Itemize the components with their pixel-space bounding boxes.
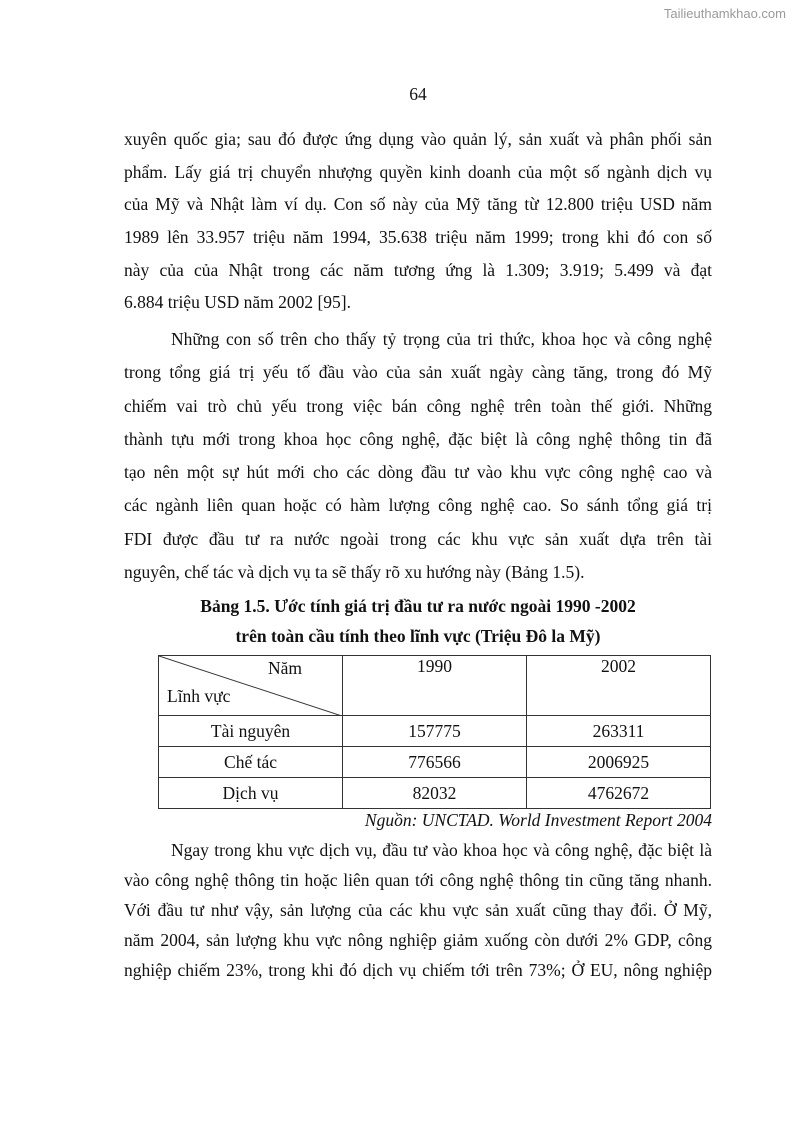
header-year-1990: 1990: [343, 656, 527, 716]
table-row: [159, 716, 711, 747]
text-line: nguyên, chế tác và dịch vụ ta sẽ thấy rõ xu hướng này (Bảng 1.5).: [124, 562, 585, 583]
text-line: xuyên quốc gia; sau đó được ứng dụng vào quản lý, sản xuất và phân phối sản: [124, 129, 712, 149]
text-line: 1989 lên 33.957 triệu năm 1994, 35.638 triệu năm 1999; trong khi đó con số: [124, 227, 712, 248]
table-source: Nguồn: UNCTAD. World Investment Report 2004: [364, 810, 712, 830]
table-caption-line-1: Bảng 1.5. Ước tính giá trị đầu tư ra nước ngoài 1990 -2002: [200, 596, 636, 616]
text-line: thành tựu mới trong khoa học công nghệ, đặc biệt là công nghệ thông tin đã: [124, 428, 712, 449]
header-year-2002: 2002: [527, 656, 711, 716]
paragraph-1: [124, 129, 712, 325]
page-number: 64: [409, 84, 427, 104]
text-line: năm 2004, sản lượng khu vực nông nghiệp giảm xuống còn dưới 2% GDP, công: [124, 930, 712, 950]
text-line: Những con số trên cho thấy tỷ trọng của tri thức, khoa học và công nghệ: [171, 329, 712, 349]
text-line: chiếm vai trò chủ yếu trong việc bán công nghệ trên toàn thế giới. Những: [124, 395, 712, 416]
watermark: Tailieuthamkhao.com: [663, 6, 786, 21]
text-line: này của của Nhật trong các năm tương ứng là 1.309; 3.919; 5.499 và đạt: [124, 259, 712, 280]
text-line: của Mỹ và Nhật làm ví dụ. Con số này của Mỹ tăng từ 12.800 triệu USD năm: [124, 194, 712, 215]
text-line: vào công nghệ thông tin hoặc liên quan tới công nghệ thông tin cũng tăng nhanh.: [124, 870, 712, 890]
table-header-row: [159, 656, 711, 716]
text-line: 6.884 triệu USD năm 2002 [95].: [124, 292, 351, 313]
table-row: [159, 778, 711, 809]
row-value-2002: 4762672: [527, 778, 711, 809]
header-field-label: Lĩnh vực: [167, 686, 231, 706]
text-line: phẩm. Lấy giá trị chuyển nhượng quyền kinh doanh của một số ngành dịch vụ: [124, 161, 712, 182]
text-line: tạo nên một sự hút mới cho các dòng đầu tư vào khu vực công nghệ cao và: [124, 462, 712, 483]
text-line: trong tổng giá trị yếu tố đầu vào của sản xuất ngày càng tăng, trong đó Mỹ: [124, 362, 712, 383]
text-line: Với đầu tư như vậy, sản lượng của các khu vực sản xuất cũng thay đổi. Ở Mỹ,: [124, 900, 712, 920]
text-line: FDI được đầu tư ra nước ngoài trong các khu vực sản xuất dựa trên tài: [124, 528, 712, 549]
text-line: Ngay trong khu vực dịch vụ, đầu tư vào khoa học và công nghệ, đặc biệt là: [171, 840, 712, 860]
paragraph-2: [124, 329, 712, 595]
header-year-label: Năm: [267, 658, 302, 678]
row-value-2002: 2006925: [527, 747, 711, 778]
table-caption-line-2: trên toàn cầu tính theo lĩnh vực (Triệu Đô la Mỹ): [235, 626, 601, 646]
row-value-1990: 776566: [343, 747, 527, 778]
row-value-2002: 263311: [527, 716, 711, 747]
text-line: các ngành liên quan hoặc có hàm lượng công nghệ cao. So sánh tổng giá trị: [124, 495, 712, 516]
paragraph-3: [124, 840, 712, 990]
row-field: Chế tác: [159, 747, 343, 778]
row-field: Dịch vụ: [159, 778, 343, 809]
row-value-1990: 157775: [343, 716, 527, 747]
text-line: nghiệp chiếm 23%, trong khi đó dịch vụ chiếm tới trên 73%; Ở EU, nông nghiệp: [124, 960, 712, 980]
data-table: [158, 655, 711, 809]
diagonal-header-cell: [159, 656, 343, 716]
table-row: [159, 747, 711, 778]
row-field: Tài nguyên: [159, 716, 343, 747]
row-value-1990: 82032: [343, 778, 527, 809]
